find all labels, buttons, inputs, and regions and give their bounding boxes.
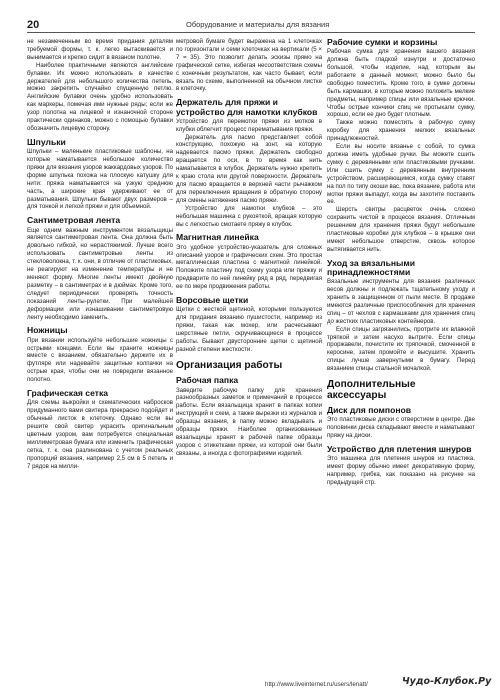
paragraph: Шпульки – маленькие пластиковые шаблоны, на которые наматывается небольшое количество пряжи для вязания узоров жаккардовых узоров. По форме шпулька похожа на плоскую катушку для нити: пряжа наматывается на узкую среднюю часть, а широкие края удерживают ее от разматывания. Шпульки бывают двух размеров – для тонкой и легкой пряжи и для объемной. — [27, 148, 173, 211]
section-heading: Рабочие сумки и корзины — [327, 37, 438, 47]
section-heading: Графическая сетка — [27, 388, 109, 399]
paragraph: Щетки с жесткой щетиной, которыми пользуются для придания вязанию пушистости, например из пряжи, такая как мохер, или расчесывают шерстяные петли, скручивающиеся в процессе работы. Бывают двусторонние щетки с щетиной разной степени жесткости. — [176, 306, 322, 353]
section-heading: Сантиметровая лента — [27, 215, 121, 226]
chapter-heading: Дополнительные аксессуары — [327, 379, 416, 401]
paragraph: не незамеченным во время придания деталям требуемой формы, т. к. легко вытаскивается и вынимается и крепко сидит в вязаном полотне. — [27, 38, 173, 61]
paragraph: Шерсть свитры расцветок очень сложно сохранить чистой в процессе вязания. Отличным решением для хранения пряжи будут небольшие пластиковые коробки для клубков – в крышке они имеют небольшое отверстие, сквозь которое вытягивается нить. — [327, 206, 475, 253]
section-heading: Ножницы — [27, 325, 68, 336]
paragraph: Заведите рабочую папку для хранения разнообразных заметок и примечаний в процессе работы. Если вязальщица хранит в папках копии инструкций и схем, а также вырезки из журналов и образцы вязания, в папку можно вкладывать и образцы пряжи. Наиболее организованные вязальщицы хранят в рабочей папке образцы узоров с этикетками пряжи, из которой они были связаны, а иногда с фотографиями изделий. — [176, 386, 322, 457]
paragraph: Устройство для перемотки пряжи из мотков в клубки облегчит процесс перематывания пряжи. — [176, 117, 322, 133]
column-right — [327, 38, 475, 487]
paragraph: Наиболее практичными являются английские булавки. Их можно использовать в качестве держателей для небольшого количества петель, можно закрепить случайно спущенную петлю. Английские булавки очень удобно использовать как маркеры, помечая ими нужные ряды; если же узор полотна на лицевой и изнаночной стороне практически одинаков, можно с помощью булавки обозначить лицевую сторону. — [27, 61, 173, 132]
paragraph: Это пластиковые диски с отверстием в центре. Две половинки диска складывают вместе и наматывают пряжу на диски. — [327, 416, 475, 440]
paragraph: Если спицы загрязнились, протрите их влажной тряпкой и затем насухо вытрите. Если спицы проржавели, почистите их тряпочкой, смоченной в керосине, затем промойте и высушите. Хранить спицы лучше завернутыми в бумагу. Перед вязанием спицы стальной мочалкой. — [327, 325, 475, 373]
paragraph: Это машинка для плетения шнуров из пластика, имеет форму обычно имеет декоративную форму, например, грибка, как показано на рисунке на предыдущей стр. — [327, 455, 475, 487]
column-left — [27, 38, 173, 470]
paragraph: Это удобное устройство-указатель для сложных описаний узоров и графических схем. Это простая металлическая пластина с магнитной линейкой. Положите пластину под схему узора или пряжку и предварите по ней линейку ряд в ряд, передвигая ее по мере продвижения работы. — [176, 243, 322, 291]
paragraph: Рабочая сумка для хранения вашего вязания должна быть гладкой изнутри и достаточно большой, чтобы изделие, над которым вы работаете в данный момент, можно было бы свободно поместить. Кроме того, в сумке должны быть кармашки, в которые можно положить мелкие предметы, например спицы или вязальные крючки. Чтобы острые кончики спиц не протыкали сумку, хорошо, если ее дно будет плотным. — [327, 48, 475, 119]
source-url: http://www.liveinternet.ru/users/lenatt/ — [265, 681, 368, 688]
section-heading: Устройство для плетения шнуров — [327, 444, 472, 455]
section-heading: Рабочая папка — [176, 375, 239, 386]
section-heading: Ворсовые щетки — [176, 295, 249, 306]
paragraph: Вязальные инструменты для вязания различных весов должны и подлежать тщательному уходу и хранить в защищенном от пыли месте. В продаже имеются различные приспособления для хранения спиц – от чехлов с кармашками для хранения спиц до жестких пластиковых контейнеров. — [327, 278, 475, 325]
running-header: Оборудование и материалы для вязания — [186, 20, 330, 29]
section-heading: Держатель для пряжи и устройство для намотки клубков — [176, 97, 318, 117]
chapter-heading: Организация работы — [176, 359, 283, 371]
section-heading: Магнитная линейка — [176, 232, 259, 243]
section-heading: Шпульки — [27, 136, 66, 147]
column-middle — [176, 38, 322, 458]
paragraph: Для схемы выкройки и схематических набросков придуманного вами свитера прекрасно подойдет и обычный листок в клеточку. Однако если вы решите свой свитер украсить оригинальным цветным узором, вам потребуется специальная миллиметровая бумага или изменить графическая сетка, т. к. она разлинована с учетом реальных пропорций вязания, например 2,5 см в 5 петель и 7 рядов на милли- — [27, 399, 173, 470]
paragraph: Если вы носите вязанье с собой, то сумка должна иметь удобные ручки. Вы можете сшить сумку с деревянными или пластиковыми ручками. Или сшить сумку с деревянным внутренним устройством, расширяющимся, когда сумку ставят на пол по типу окоши вас, пока вязание, работа или мотки пряжи выпадут, когда вы захотите поставить ее. — [327, 143, 475, 206]
paragraph: Еще одним важным инструментом вязальщицы является сантиметровая лента. Она должна быть довольно гибкой, но нерастяжимой. Лучше всего использовать сантиметровые ленты из стекловолокна, т. к. они, в отличие от пластиковых, не реагируют на изменение температуры и не меняют форму. Многие ленты имеют двойную разметку – в сантиметрах и в дюймах. Кроме того, следует периодически проверять точность показаний ленты-рулетки. При малейшей деформации или изнашивании сантиметровую ленту необходимо заменить. — [27, 226, 173, 321]
site-logo: Чудо-Клубок.Ру — [402, 676, 492, 687]
section-heading: Уход за вязальными принадлежностями — [327, 257, 416, 277]
paragraph: Также можно поместить в рабочую сумку коробку для хранения мелких вязальных принадлежностей. — [327, 119, 475, 143]
paragraph: метровой бумаге будет выражена на 1 клеточках по горизонтали и семи клеточках на вертикали (5 × 7 = 35). Это позволит делать эскизы прямо на графической сетке, избегая несоответствия схемы с конечным результатом, как часто бывает, если вязать по схеме, выполненной на обычном листке в клеточку. — [176, 38, 322, 93]
section-heading: Диск для помпонов — [327, 405, 412, 416]
header-divider — [27, 32, 475, 33]
page-number: 20 — [27, 19, 40, 31]
paragraph: Держатель для пасмо представляет собой конструкцию, похожую на зонт, на которую надевается пасмо пряжи. Держатель свободно вращается по оси, в то время как нить наматывается в клубок. Держатель нужно крепить к краю стола или другой поверхности. Держатель для пасмо вращается в верхней части рычажком для переключения вращения в обратную сторону для смены натяжения пасмо пряжи. — [176, 133, 322, 204]
paragraph: Устройство для намотки клубков – это небольшая машинка с рукояткой, вращая которую вы с легкостью смотаете пряжу в клубок. — [176, 204, 322, 228]
paragraph: При вязании используйте небольшие ножницы с острыми концами. Если вы храните ножницы вместе с вязанием, обязательно держите их в футляре или надевайте защитные колпачки на острые края, чтобы они не повредили вязанное полотно. — [27, 336, 173, 384]
